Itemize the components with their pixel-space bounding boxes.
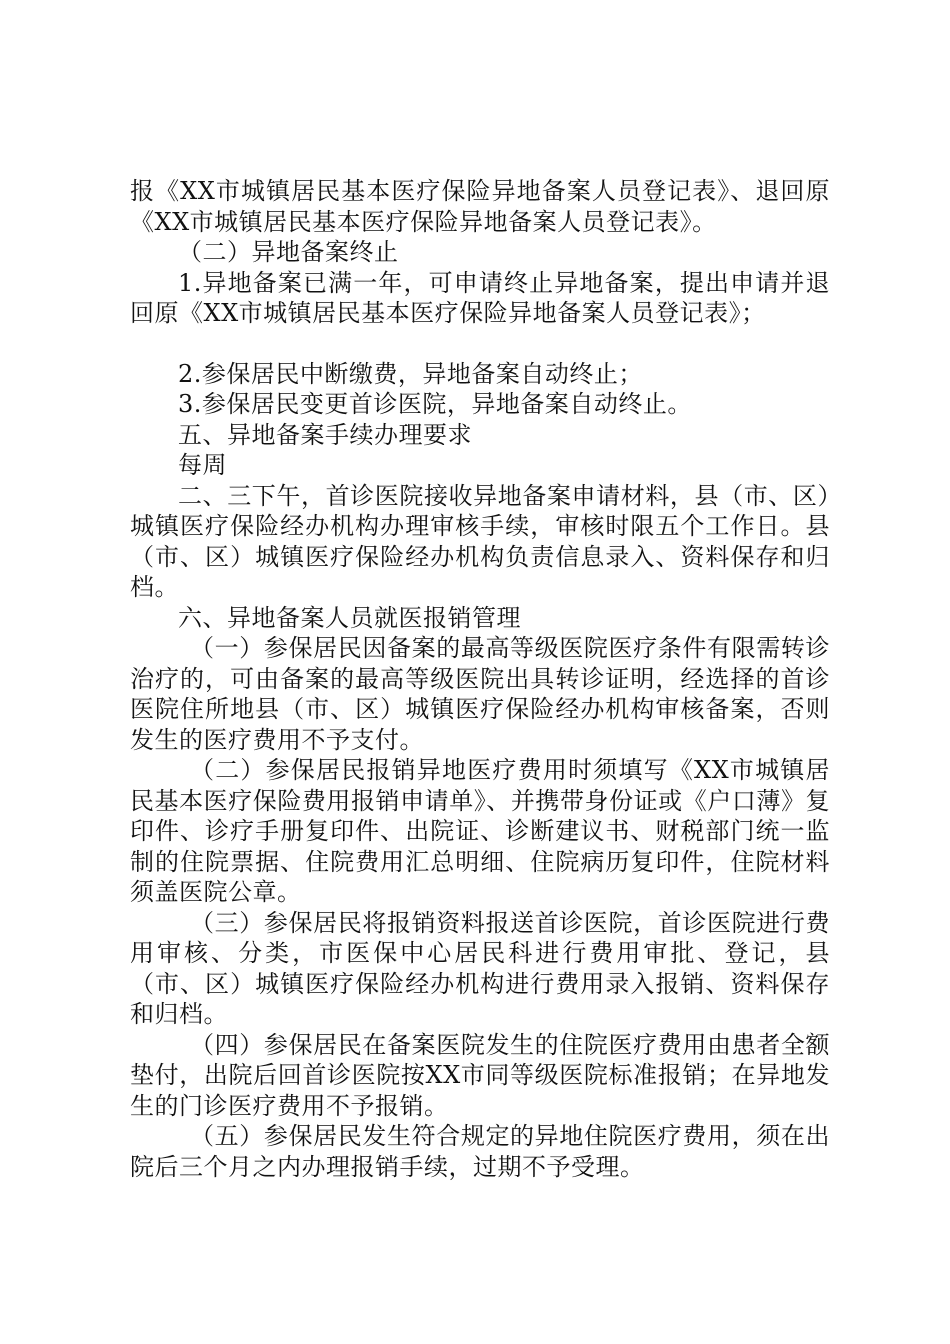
paragraph-procedure: 二、三下午，首诊医院接收异地备案申请材料，县（市、区）城镇医疗保险经办机构办理审核手续，审核时限五个工作日。县（市、区）城镇医疗保险经办机构负责信息录入、资料保存和归档。 (130, 481, 830, 601)
document-body (130, 176, 830, 1182)
blank-line (130, 329, 830, 359)
clause-three: （三）参保居民将报销资料报送首诊医院，首诊医院进行费用审核、分类，市医保中心居民科进行费用审批、登记，县（市、区）城镇医疗保险经办机构进行费用录入报销、资料保存和归档。 (130, 908, 830, 1028)
clause-two: （二）参保居民报销异地医疗费用时须填写《XX市城镇居民基本医疗保险费用报销申请单》、并携带身份证或《户口薄》复印件、诊疗手册复印件、出院证、诊断建议书、财税部门统一监制的住院票据、住院费用汇总明细、住院病历复印件，住院材料须盖医院公章。 (130, 756, 830, 906)
clause-one: （一）参保居民因备案的最高等级医院医疗条件有限需转诊治疗的，可由备案的最高等级医院出具转诊证明，经选择的首诊医院住所地县（市、区）城镇医疗保险经办机构审核备案，否则发生的医疗费用不予支付。 (130, 634, 830, 754)
list-item-3: 3.参保居民变更首诊医院，异地备案自动终止。 (178, 390, 692, 418)
clause-five: （五）参保居民发生符合规定的异地住院医疗费用，须在出院后三个月之内办理报销手续，过期不予受理。 (130, 1122, 830, 1181)
subheading-termination: （二）异地备案终止 (178, 238, 399, 266)
clause-four: （四）参保居民在备案医院发生的住院医疗费用由患者全额垫付，出院后回首诊医院按XX市同等级医院标准报销；在异地发生的门诊医疗费用不予报销。 (130, 1030, 830, 1120)
list-item-1: 1.异地备案已满一年，可申请终止异地备案，提出申请并退回原《XX市城镇居民基本医疗保险异地备案人员登记表》； (130, 268, 830, 327)
list-item-2: 2.参保居民中断缴费，异地备案自动终止； (178, 359, 643, 388)
paragraph-continuation: 报《XX市城镇居民基本医疗保险异地备案人员登记表》、退回原《XX市城镇居民基本医疗保险异地备案人员登记表》。 (130, 177, 830, 236)
section-heading-five: 五、异地备案手续办理要求 (178, 420, 472, 449)
section-heading-six: 六、异地备案人员就医报销管理 (178, 603, 521, 632)
paragraph-weekly: 每周 (178, 451, 227, 479)
